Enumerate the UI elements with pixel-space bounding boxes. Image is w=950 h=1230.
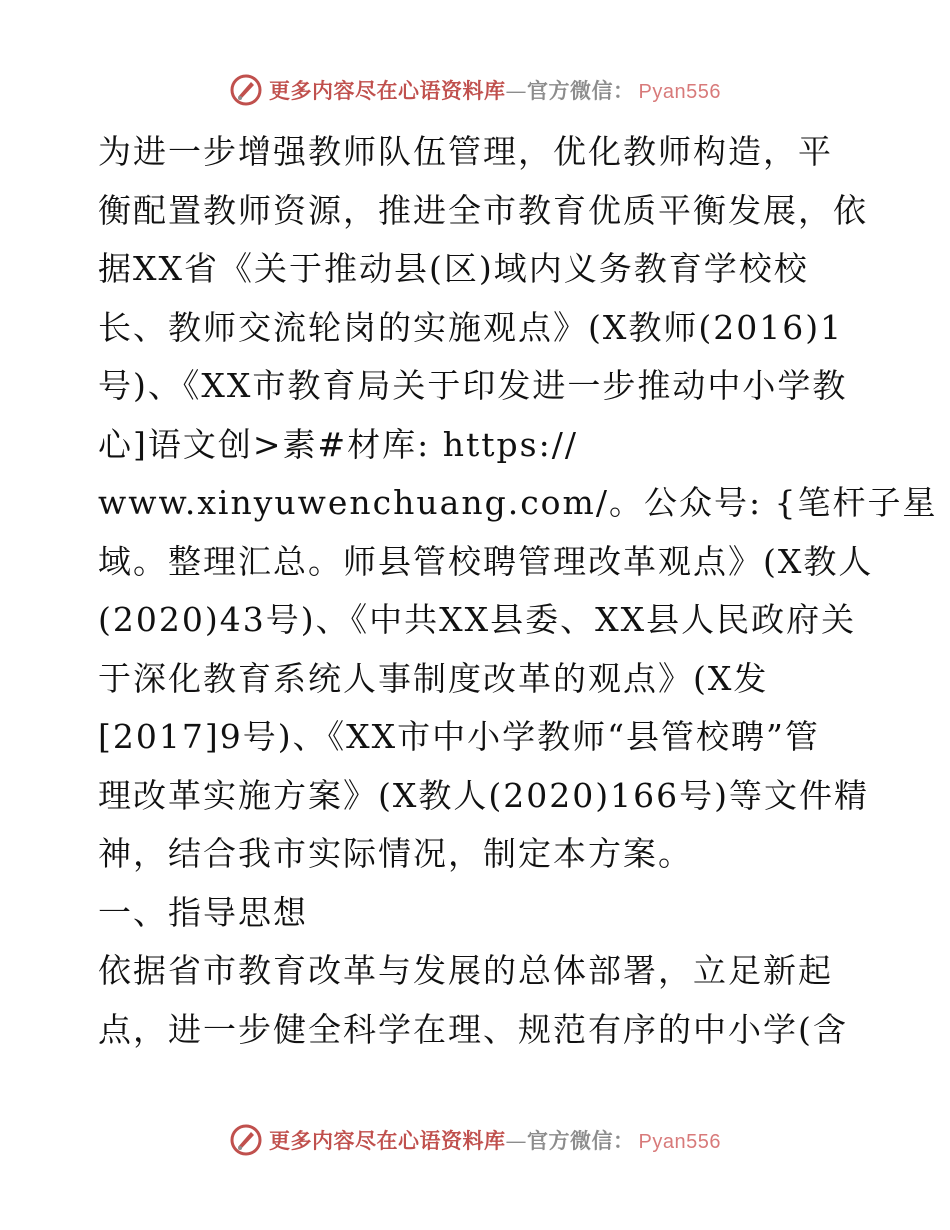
text-line: 域。整理汇总。师县管校聘管理改革观点》(X教人	[98, 541, 874, 581]
text-line: 据XX省《关于推动县(区)域内义务教育学校校	[98, 249, 809, 288]
text-line: 心]语文创>素#材库: https://	[98, 424, 578, 464]
banner-dash: —	[505, 1129, 528, 1153]
banner-official-label: 官方微信：	[527, 1128, 635, 1153]
banner-wechat-id: Pyan556	[638, 1131, 721, 1153]
text-line: 衡配置教师资源，推进全市教育优质平衡发展，依	[98, 190, 868, 230]
text-line: www.xinyuwenchuang.com/。公众号: {笔杆子星	[98, 483, 938, 522]
text-line: 依据省市教育改革与发展的总体部署，立足新起	[98, 951, 833, 990]
header-watermark-banner	[0, 70, 950, 110]
quill-seal-logo-icon	[229, 1123, 263, 1157]
banner-main-text: 更多内容尽在心语资料库	[269, 78, 506, 103]
banner-wechat-id: Pyan556	[638, 81, 721, 103]
quill-seal-logo-icon	[229, 73, 263, 107]
text-line: 理改革实施方案》(X教人(2020)166号)等文件精	[98, 775, 869, 815]
paragraph-guiding-thought	[98, 942, 878, 1059]
text-line: 于深化教育系统人事制度改革的观点》(X发	[98, 658, 769, 698]
text-line: 神，结合我市实际情况，制定本方案。	[98, 834, 693, 873]
text-line: 点，进一步健全科学在理、规范有序的中小学(含	[98, 1009, 848, 1049]
paragraph-intro	[98, 123, 938, 884]
banner-official-label: 官方微信：	[527, 78, 635, 103]
section-heading-guiding-thought	[98, 884, 878, 943]
text-line: [2017]9号)、《XX市中小学教师“县管校聘”管	[98, 717, 820, 756]
text-line: 长、教师交流轮岗的实施观点》(X教师(2016)1	[98, 307, 844, 347]
text-line: 号)、《XX市教育局关于印发进一步推动中小学教	[98, 366, 848, 405]
text-line: (2020)43号)、《中共XX县委、XX县人民政府关	[98, 600, 857, 639]
document-body	[98, 123, 938, 1059]
banner-dash: —	[505, 79, 528, 103]
section-heading: 一、指导思想	[98, 892, 308, 932]
footer-watermark-banner	[0, 1120, 950, 1160]
banner-main-text: 更多内容尽在心语资料库	[269, 1128, 506, 1153]
text-line: 为进一步增强教师队伍管理，优化教师构造，平	[98, 132, 833, 171]
